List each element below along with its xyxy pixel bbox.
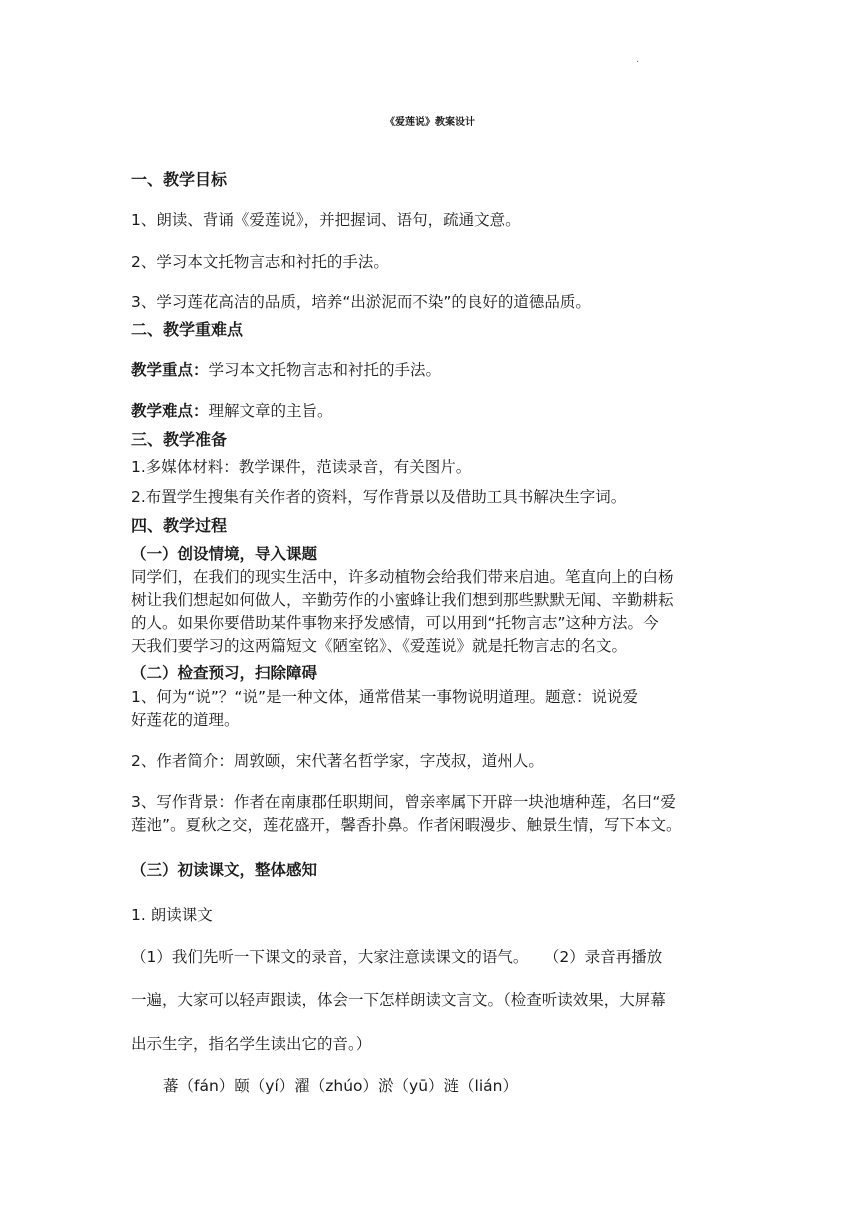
key-point-label: 教学重点： xyxy=(131,361,209,379)
key-point-text: 学习本文托物言志和衬托的手法。 xyxy=(208,361,442,379)
document-title: 《爱莲说》教案设计 xyxy=(385,117,475,128)
section-heading-process: 四、教学过程 xyxy=(131,516,228,535)
objective-2: 2、学习本文托物言志和衬托的手法。 xyxy=(131,253,389,271)
preview-item-3-line-1: 3、写作背景：作者在南康郡任职期间，曾亲率属下开辟一块池塘种莲，名曰“爱 xyxy=(131,793,676,811)
intro-line-1: 同学们，在我们的现实生活中，许多动植物会给我们带来启迪。笔直向上的白杨 xyxy=(131,568,674,586)
subheading-first-reading: （三）初读课文，整体感知 xyxy=(131,861,318,879)
pinyin-line: 蕃（fán）颐（yí）濯（zhúo）淤（yū）涟（lián） xyxy=(163,1077,518,1095)
objective-1: 1、朗读、背诵《爱莲说》，并把握词、语句，疏通文意。 xyxy=(131,211,521,229)
intro-line-2: 树让我们想起如何做人，辛勤劳作的小蜜蜂让我们想到那些默默无闻、辛勤耕耘 xyxy=(131,591,674,609)
reading-line-1: （1）我们先听一下课文的录音，大家注意读课文的语气。 （2）录音再播放 xyxy=(131,948,663,966)
subheading-preview: （二）检查预习，扫除障碍 xyxy=(131,664,318,682)
key-point-line xyxy=(131,358,441,382)
objective-3: 3、学习莲花高洁的品质，培养“出淤泥而不染”的良好的道德品质。 xyxy=(131,293,591,311)
difficulty-text: 理解文章的主旨。 xyxy=(208,402,333,420)
reading-subheading: 1. 朗读课文 xyxy=(131,906,213,924)
corner-mark: . xyxy=(636,54,640,65)
section-heading-key-points: 二、教学重难点 xyxy=(131,320,244,339)
section-heading-preparation: 三、教学准备 xyxy=(131,430,228,449)
subheading-intro: （一）创设情境，导入课题 xyxy=(131,545,318,563)
section-heading-objectives: 一、教学目标 xyxy=(131,170,228,189)
difficulty-label: 教学难点： xyxy=(131,402,209,420)
intro-line-4: 天我们要学习的这两篇短文《陋室铭》、《爱莲说》就是托物言志的名文。 xyxy=(131,637,628,655)
intro-line-3: 的人。如果你要借助某件事物来抒发感情，可以用到“托物言志”这种方法。今 xyxy=(131,614,659,632)
preview-item-1-line-1: 1、何为“说”？“说”是一种文体，通常借某一事物说明道理。题意：说说爱 xyxy=(131,688,638,706)
difficulty-line xyxy=(131,399,333,423)
preview-item-3-line-2: 莲池”。夏秋之交，莲花盛开，馨香扑鼻。作者闲暇漫步、触景生情，写下本文。 xyxy=(131,816,682,834)
preview-item-2: 2、作者简介：周敦颐，宋代著名哲学家，字茂叔，道州人。 xyxy=(131,752,544,770)
preview-item-1-line-2: 好莲花的道理。 xyxy=(131,711,240,729)
reading-line-3: 出示生字，指名学生读出它的音。） xyxy=(131,1035,372,1053)
reading-line-2: 一遍，大家可以轻声跟读，体会一下怎样朗读文言文。（检查听读效果，大屏幕 xyxy=(131,991,666,1009)
preparation-1: 1.多媒体材料：教学课件，范读录音，有关图片。 xyxy=(131,458,472,476)
preparation-2: 2.布置学生搜集有关作者的资料，写作背景以及借助工具书解决生字词。 xyxy=(131,488,627,506)
